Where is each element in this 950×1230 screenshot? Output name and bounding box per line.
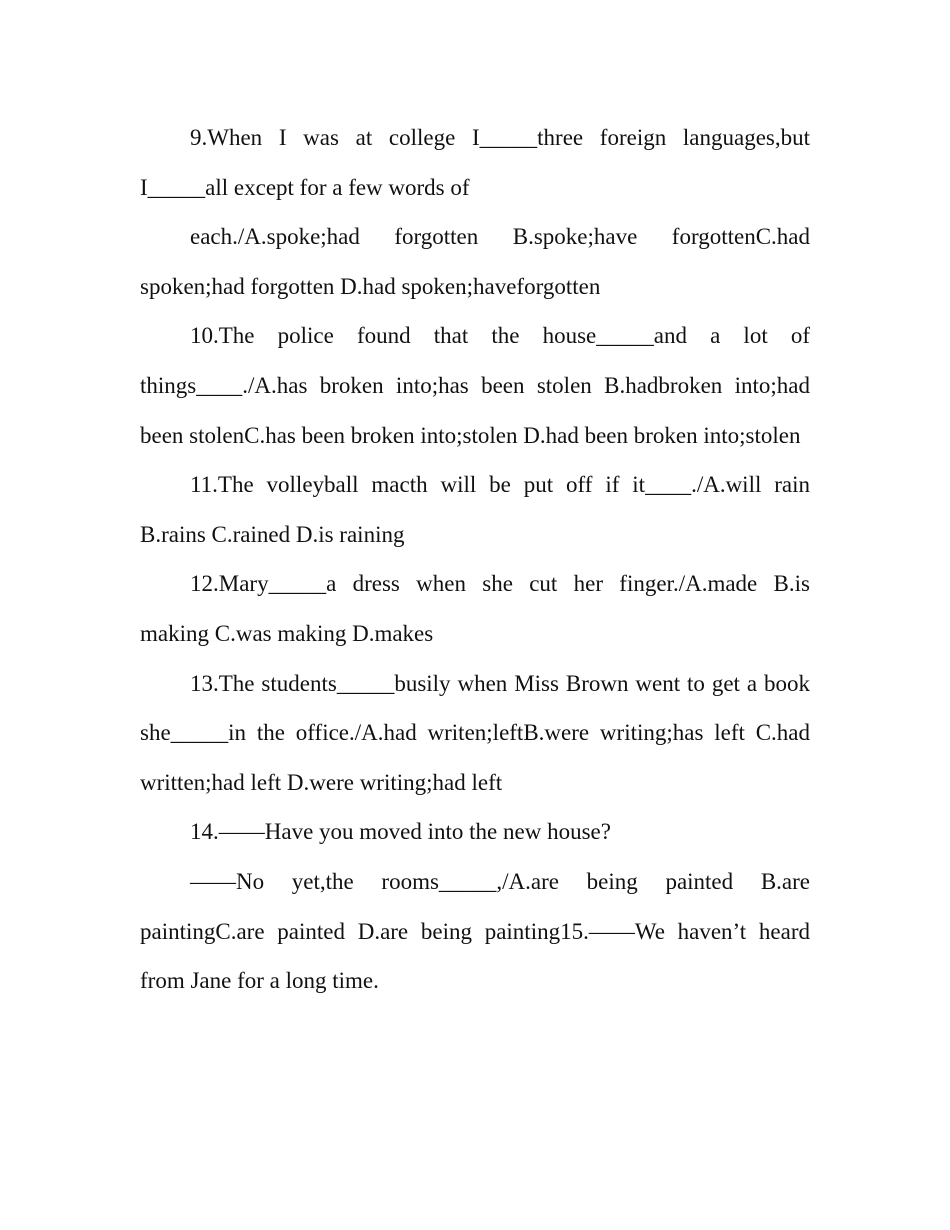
document-page [140, 113, 810, 1006]
question-14-dialogue: 14.——Have you moved into the new house? [190, 819, 611, 845]
question-10: 10.The police found that the house_____and a lot of things____./A.has broken into;has been stolen B.hadbroken into;had been stolenC.has been broken into;stolen D.had been broken into;stolen [140, 323, 810, 448]
question-9-stem: 9.When I was at college I_____three foreign languages,but I_____all except for a few words of [140, 125, 810, 200]
question-12: 12.Mary_____a dress when she cut her finger./A.made B.is making C.was making D.makes [140, 571, 810, 646]
question-13: 13.The students_____busily when Miss Brown went to get a book she_____in the office./A.had writen;leftB.were writing;has left C.had written;had left D.were writing;had left [140, 670, 810, 795]
question-9-options: each./A.spoke;had forgotten B.spoke;have forgottenC.had spoken;had forgotten D.had spoken;haveforgotten [140, 224, 810, 299]
question-14-answer-and-15: ——No yet,the rooms_____,/A.are being painted B.are paintingC.are painted D.are being painting15.——We haven’t heard from Jane for a long time. [140, 868, 810, 994]
question-11: 11.The volleyball macth will be put off if it____./A.will rain B.rains C.rained D.is raining [140, 472, 810, 547]
